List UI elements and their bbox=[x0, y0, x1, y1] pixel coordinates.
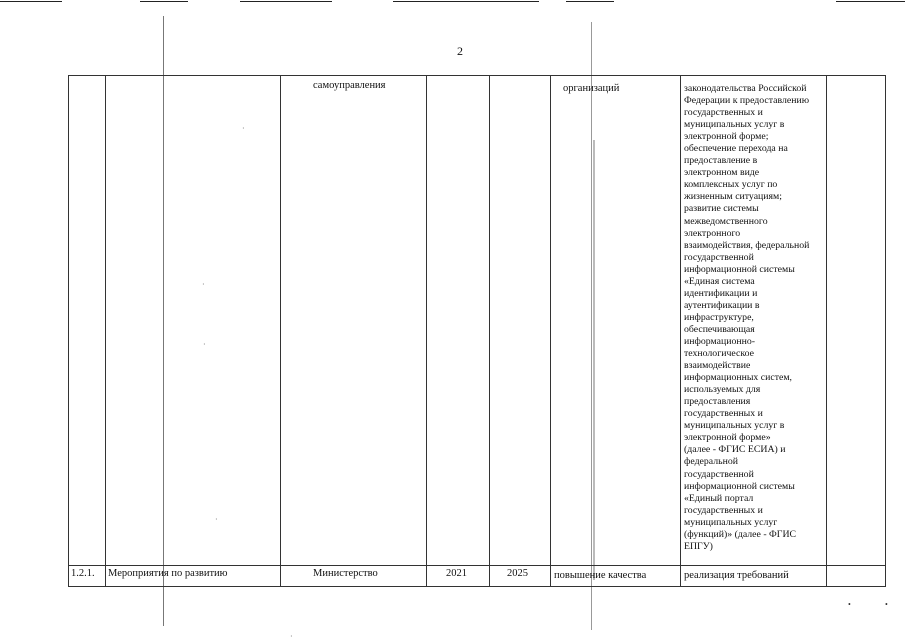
top-border-fragment bbox=[836, 1, 905, 2]
cell-name: Мероприятия по развитию bbox=[108, 568, 228, 579]
scan-artifact-line bbox=[591, 22, 592, 630]
column-divider bbox=[885, 75, 886, 587]
cell-result-continuation: организаций bbox=[563, 83, 620, 94]
cell-description: реализация требований bbox=[684, 570, 789, 581]
scan-speck: · bbox=[202, 280, 205, 289]
scan-speck: • bbox=[885, 600, 888, 609]
cell-description-continuation: законодательства Российской Федерации к предоставлению государственных и муниципальных услуг в электронной форме; обеспечение перехода на предоставление в электронном виде комплексных услуг по жизненным ситуациям; развитие системы межведомственного электронного взаимодействия, федеральной государственной информационной системы «Единая система идентификации и аутентификации в инфраструктуре, обеспечивающая информационно- технологическое взаимодействие информационных систем, используемых для предоставления государственных и муниципальных услуг в электронной форме» (далее - ФГИС ЕСИА) и федеральной государственной информационной системы «Единый портал государственных и муниципальных услуг (функций)» (далее - ФГИС ЕПГУ) bbox=[684, 83, 810, 552]
column-divider bbox=[105, 75, 106, 587]
cell-year-end: 2025 bbox=[507, 568, 528, 579]
scan-speck: · bbox=[203, 340, 206, 349]
top-border-fragment bbox=[0, 1, 62, 2]
row-divider bbox=[68, 565, 885, 566]
scan-speck: • bbox=[848, 600, 851, 609]
scan-speck: · bbox=[290, 632, 293, 641]
top-border-fragment bbox=[393, 1, 539, 2]
cell-year-start: 2021 bbox=[446, 568, 467, 579]
cell-org-continuation: самоуправления bbox=[313, 80, 386, 91]
column-divider bbox=[489, 75, 490, 587]
page-number: 2 bbox=[457, 44, 463, 58]
scan-speck: · bbox=[215, 515, 218, 524]
column-divider bbox=[68, 75, 69, 587]
column-divider bbox=[280, 75, 281, 587]
column-divider bbox=[426, 75, 427, 587]
top-border-fragment bbox=[240, 1, 332, 2]
cell-result: повышение качества bbox=[554, 570, 647, 581]
cell-number: 1.2.1. bbox=[71, 568, 95, 579]
scan-speck: · bbox=[242, 124, 245, 133]
cell-org: Министерство bbox=[313, 568, 378, 579]
table-top-border bbox=[68, 75, 885, 76]
column-divider bbox=[550, 75, 551, 587]
top-border-fragment bbox=[140, 1, 188, 2]
table-bottom-border bbox=[68, 586, 885, 587]
scan-artifact-line bbox=[593, 140, 595, 580]
scan-artifact-line bbox=[163, 16, 164, 626]
column-divider bbox=[680, 75, 681, 587]
top-border-fragment bbox=[566, 1, 614, 2]
column-divider bbox=[826, 75, 827, 587]
